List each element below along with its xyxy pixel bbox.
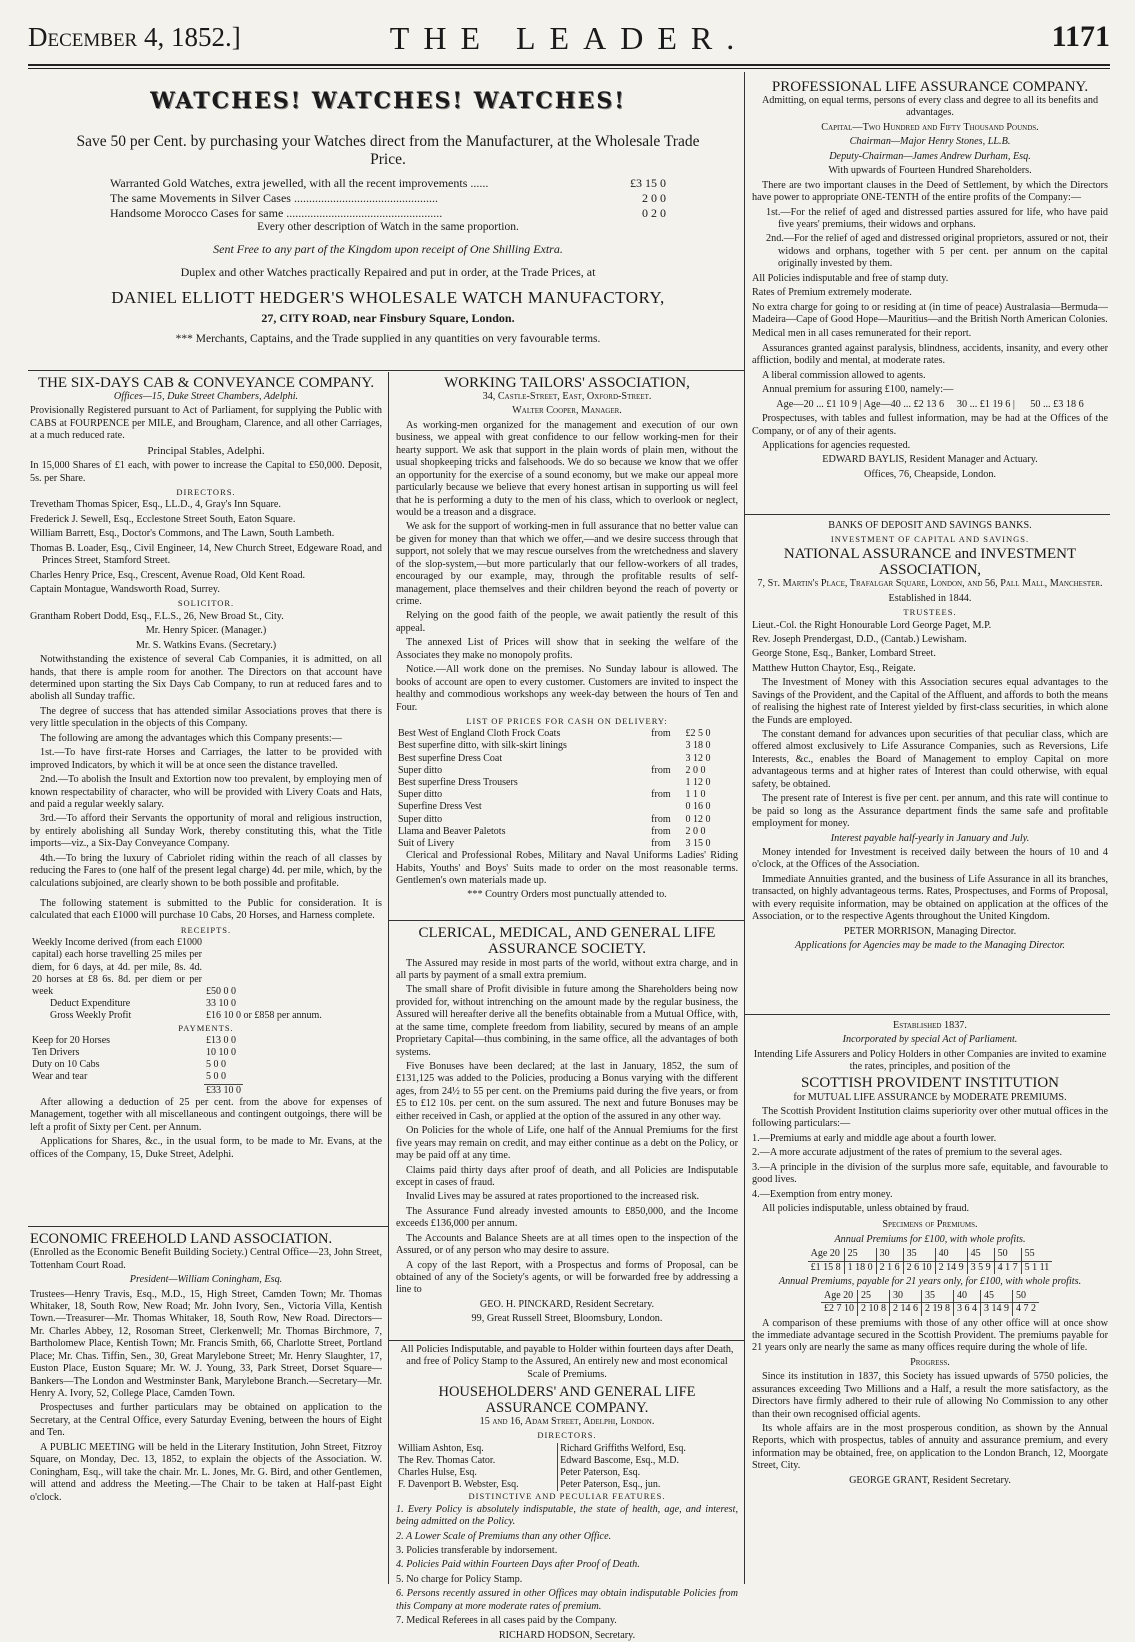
watches-every-other: Every other description of Watch in the same proportion.	[257, 221, 519, 234]
clerical-title: CLERICAL, MEDICAL, AND GENERAL LIFE ASSURANCE SOCIETY.	[418, 925, 716, 957]
watches-headline: WATCHES! WATCHES! WATCHES!	[150, 88, 626, 114]
cab-point: 2nd.—To abolish the Insult and Extortion now too prevalent, by employing men of known respectability of character, who will be provided with Livery Coats and Hats, and paid a regular weekly salary.	[30, 774, 382, 810]
scottish-paragraph: Its whole affairs are in the most prosperous condition, as shown by the Annual Reports, which with prospectus, tables of annuity and assurance premium, and every information may be obtained, free, on application to the London Branch, 12, Moorgate Street, City.	[752, 1423, 1108, 1472]
cab-stables: Principal Stables, Adelphi.	[147, 444, 265, 457]
clerical-paragraph: A copy of the last Report, with a Prospectus and forms of Proposal, can be obtained of any of the Society's agents, or will be forwarded free by addressing a line to	[396, 1259, 738, 1296]
householders-feature: 6. Persons recently assured in other Offices may obtain indisputable Policies from this Company at more moderate rates of premium.	[396, 1588, 738, 1612]
watches-price-row: Warranted Gold Watches, extra jewelled, with all the recent improvements ...... £3 15 0	[110, 176, 666, 191]
watches-price-list	[108, 176, 668, 220]
householders-top-note: All Policies Indisputable, and payable to Holder within fourteen days after Death, and free of Policy Stamp to the Assured, An entirely new and most economical Scale of Premiums.	[400, 1344, 734, 1380]
cab-point: 1st.—To have first-rate Horses and Carriages, the latter to be provided with improved Indicators, by which it will be at once seen the distance travelled.	[30, 747, 382, 771]
clerical-medical-advert	[396, 926, 738, 1336]
cab-point: 4th.—To bring the luxury of Cabriolet riding within the reach of all classes by reducing the Fares to (one half of the present legal charge) 4d. per mile, which, by the calculations subjoined, are clearly shown to be both possible and profitable.	[30, 852, 382, 889]
freehold-land-advert	[30, 1232, 382, 1584]
householders-feature: 3. Policies transferable by indorsement.	[396, 1544, 558, 1556]
national-signature: PETER MORRISON, Managing Director.	[843, 925, 1017, 937]
cab-payments-heading: PAYMENTS.	[178, 1022, 234, 1033]
national-paragraph: The Investment of Money with this Association secures equal advantages to the Savings of the Provident, and the Capital of the Affluent, and affords to both the means of realising the highest rate of Interest yielded by first-class securities, in which alone the Funds are employed.	[752, 677, 1108, 726]
clerical-paragraph: On Policies for the whole of Life, one half of the Annual Premiums for the first five years may remain on credit, and may either continue as a debt on the Policy, or may be paid off at any time.	[396, 1125, 738, 1162]
clerical-paragraph: Invalid Lives may be assured at rates proportioned to the increased risk.	[406, 1191, 700, 1203]
scottish-point: 1.—Premiums at early and middle age about a fourth lower.	[752, 1132, 997, 1144]
cab-directors-heading: DIRECTORS.	[176, 487, 236, 498]
householders-feature: 5. No charge for Policy Stamp.	[396, 1573, 523, 1585]
national-applications: Applications for Agencies may be made to the Managing Director.	[795, 940, 1065, 952]
scottish-provident-advert	[752, 1020, 1108, 1584]
cab-director: Trevetham Thomas Spicer, Esq., LL.D., 4, Gray's Inn Square.	[30, 499, 281, 511]
national-paragraph: Immediate Annuities granted, and the business of Life Assurance in all its branches, transacted, on highly advantageous terms. Rates, Prospectuses, and Forms of Proposal, with every requisite information, may be obtained on application at the offices of the Association, or to the respective Agents throughout the United Kingdom.	[752, 873, 1108, 923]
divider	[744, 514, 1110, 515]
national-paragraph: The present rate of Interest is five per cent. per annum, and this rate will continue to be paid so long as the Assurance department finds the same safe and profitable employment for money.	[752, 793, 1108, 830]
watches-subheading: Save 50 per Cent. by purchasing your Watches direct from the Manufacturer, at the Wholesale Trade Price.	[76, 132, 700, 168]
householders-directors: William Ashton, Esq. Richard Griffiths Welford, Esq. The Rev. Thomas Cator. Edward Bascome, Esq., M.D. Charles Hulse, Esq. Peter Paterson, Esq. F. Davenport B. Webster, Esq. Peter Paterson, Esq., jun.	[396, 1443, 726, 1492]
freehold-officers: Trustees—Henry Travis, Esq., M.D., 15, High Street, Camden Town; Mr. Thomas Whitaker, 18, South Row, New Road; Mr. John Ivory, Sen., Victoria Villa, Kentish Town.—Treasurer—Mr. Thomas Whitaker, 18, South Row, New Road. Directors—Mr. Charles Abbey, 12, Rosoman Street, Clerkenwell; Mr. Thomas Birchmore, 7, Bartholomew Place, Kentish Town; Mr. Francis Smith, 66, Charlotte Street, Portland Place; Mr. Chas. Tiffin, Sen., 30, Great Marylebone Street; Mr. Henry Slaughter, 17, Euston Place, Euston Square; Mr. W. J. Young, 33, Park Street, Dorset Square—Bankers—The London and Westminster Bank, Marylebone Branch.—Secretary—Mr. Henry A. Ivory, 52, College Place, Camden Town.	[30, 1288, 382, 1400]
tailors-address: 34, Castle-Street, East, Oxford-Street.	[482, 391, 652, 402]
national-paragraph: Money intended for Investment is received daily between the hours of 10 and 4 o'clock, at the Offices of the Association.	[752, 846, 1108, 871]
cab-solicitor-heading: SOLICITOR.	[177, 598, 235, 609]
householders-address: 15 and 16, Adam Street, Adelphi, London.	[479, 1415, 655, 1427]
scottish-annual-21: Annual Premiums, payable for 21 years only, for £100, with whole profits.	[778, 1275, 1082, 1287]
national-title: NATIONAL ASSURANCE and INVESTMENT ASSOCIATION,	[783, 545, 1077, 578]
professional-title: PROFESSIONAL LIFE ASSURANCE COMPANY.	[771, 79, 1089, 95]
cab-secretary: Mr. S. Watkins Evans. (Secretary.)	[135, 639, 277, 651]
divider	[744, 1014, 1110, 1015]
payment-row: Wear and tear 5 0 0	[32, 1071, 226, 1083]
clerical-paragraph: Five Bonuses have been declared; at the last in January, 1852, the sum of £131,125 was added to the Policies, producing a Bonus varying with the different ages, from 24½ to 55 per cent. on the Premiums paid during the five years, or from £5 to £12 10s. per cent. on the sum assured. The next and future Bonuses may be either received in Cash, or applied at the option of the assured in any other way.	[396, 1061, 738, 1122]
scottish-annual-profits: Annual Premiums for £100, with whole profits.	[834, 1233, 1026, 1245]
scottish-incorporated: Incorporated by special Act of Parliament.	[842, 1034, 1018, 1046]
cab-shares: In 15,000 Shares of £1 each, with power to increase the Capital to £50,000. Deposit, 5s. per Share.	[30, 460, 382, 484]
professional-signature: EDWARD BAYLIS, Resident Manager and Actuary.	[822, 454, 1038, 466]
professional-clause: 2nd.—For the relief of aged and distressed original proprietors, assured or not, their widows and orphans, together with 5 per cent. per annum on the capital originally invested by them.	[766, 233, 1108, 270]
professional-chairman: Chairman—Major Henry Stones, LL.B.	[849, 136, 1011, 148]
cab-director: Captain Montague, Wandsworth Road, Surrey.	[30, 584, 220, 596]
cab-paragraph: After allowing a deduction of 25 per cent. from the above for expenses of Management, together with all miscellaneous and contingent outgoings, there will be left a profit of Sixty per Cent. per Annum.	[30, 1096, 382, 1133]
cab-payments-table	[30, 1035, 243, 1097]
cab-paragraph: The degree of success that has attended similar Associations proves that there is very little speculation in the objects of this Company.	[30, 705, 382, 730]
national-trustees-heading: TRUSTEES.	[903, 607, 957, 618]
clerical-paragraph: The Assured may reside in most parts of the world, without extra charge, and in all parts by payment of a small extra premium.	[396, 957, 738, 981]
premium-table-whole-life: Age 20 25 30 35 40 45 50 55 £1 15 8 1 18 0 2 1 6 2 6 10 2 14 9 3 5 9 4 1 7 5 1 11	[808, 1248, 1053, 1273]
national-trustee: Rev. Joseph Prendergast, D.D., (Cantab.) Lewisham.	[752, 633, 967, 645]
scottish-paragraph: A comparison of these premiums with those of any other office will at once show the immediate advantage secured in the Scottish Provident. The premiums payable for 21 years only are nearly the same as many offices require during the whole of life.	[752, 1317, 1108, 1354]
masthead-rule	[28, 64, 1110, 69]
national-established: Established in 1844.	[888, 592, 972, 604]
cab-company-advert	[30, 375, 382, 1160]
clerical-paragraph: Claims paid thirty days after proof of death, and all Policies are Indisputable except in cases of fraud.	[396, 1164, 738, 1188]
cab-title: THE SIX-DAYS CAB & CONVEYANCE COMPANY.	[37, 375, 375, 391]
watches-price-row: Handsome Morocco Cases for same .................................................... 0 2 0	[110, 205, 666, 220]
professional-deputy: Deputy-Chairman—James Andrew Durham, Esq.	[829, 150, 1031, 162]
professional-line: A liberal commission allowed to agents.	[762, 369, 926, 381]
page-number: 1171	[1051, 20, 1110, 53]
scottish-intending: Intending Life Assurers and Policy Holders in other Companies are invited to examine the rates, principles, and position of the	[753, 1048, 1107, 1073]
clerical-signature: GEO. H. PINCKARD, Resident Secretary.	[479, 1298, 655, 1310]
householders-title: HOUSEHOLDERS' AND GENERAL LIFE ASSURANCE COMPANY.	[438, 1384, 696, 1416]
householders-feature: 2. A Lower Scale of Premiums than any other Office.	[396, 1530, 612, 1542]
cab-point: 3rd.—To afford their Servants the opportunity of moral and religious instruction, by entirely abolishing all Sunday Work, thereby constituting this, what the Title imports—viz., a Six-Day Conveyance Company.	[30, 813, 382, 850]
householders-feature: 4. Policies Paid within Fourteen Days after Proof of Death.	[396, 1559, 640, 1571]
watches-address: 27, CITY ROAD, near Finsbury Square, London.	[261, 311, 515, 326]
freehold-subtitle: (Enrolled as the Economic Benefit Building Society.) Central Office—23, John Street, Tottenham Court Road.	[30, 1247, 382, 1271]
professional-annual: Annual premium for assuring £100, namely:—	[762, 384, 954, 396]
cab-receipts-table: Weekly Income derived (from each £1000 capital) each horse travelling 25 miles per diem, for 6 days, at 4d. per mile, 8s. 4d. 20 horses at £8 6s. 8d. per diem or per week £50 0 0 Deduct Expenditure 33 10 0 Gross Weekly Profit £16 10 0 or £858 per annum.	[32, 937, 322, 1022]
tailors-manager: Walter Cooper, Manager.	[512, 405, 622, 417]
scottish-point: 3.—A principle in the division of the surplus more safe, equitable, and favourable to good lives.	[752, 1161, 1108, 1186]
professional-line: All Policies indisputable and free of stamp duty.	[752, 272, 949, 284]
tailors-list-heading: LIST OF PRICES FOR CASH ON DELIVERY:	[466, 715, 668, 726]
cab-paragraph: The following are among the advantages which this Company presents:—	[40, 732, 342, 744]
freehold-president: President—William Coningham, Esq.	[129, 1274, 283, 1286]
scottish-progress: Progress.	[910, 1356, 950, 1368]
freehold-paragraph: Prospectuses and further particulars may be obtained on application to the Secretary, at the Central Office, every Saturday Evening, between the hours of Eight and Ten.	[30, 1402, 382, 1439]
professional-line: Rates of Premium extremely moderate.	[752, 287, 912, 299]
cab-paragraph: Applications for Shares, &c., in the usual form, to be made to Mr. Evans, at the offices of the Company, 15, Duke Street, Adelphi.	[30, 1136, 382, 1160]
cab-offices: Offices—15, Duke Street Chambers, Adelphi.	[113, 391, 299, 402]
cab-director: William Barrett, Esq., Doctor's Commons, and The Lawn, South Lambeth.	[30, 528, 335, 540]
column-divider-right	[744, 72, 745, 1584]
professional-line: No extra charge for going to or residing at (in time of peace) Australasia—Bermuda—Madeira—Cape of Good Hope—Mauritius—and the British North American Colonies.	[752, 301, 1108, 325]
national-trustee: Matthew Hutton Chaytor, Esq., Reigate.	[752, 662, 916, 674]
national-interest: Interest payable half-yearly in January and July.	[830, 832, 1030, 844]
scottish-paragraph: The Scottish Provident Institution claims superiority over other mutual offices in the following particulars:—	[752, 1105, 1108, 1130]
masthead	[28, 18, 1110, 58]
scottish-established: Established 1837.	[893, 1020, 967, 1031]
professional-address: Offices, 76, Cheapside, London.	[864, 468, 996, 480]
cab-director: Frederick J. Sewell, Esq., Ecclestone Street South, Eaton Square.	[30, 513, 296, 525]
cab-solicitor: Grantham Robert Dodd, Esq., F.L.S., 26, New Broad St., City.	[30, 610, 284, 622]
price-row: Best superfine ditto, with silk-skirt linings 3 18 0	[398, 740, 711, 752]
national-banks: BANKS OF DEPOSIT AND SAVINGS BANKS.	[828, 520, 1032, 531]
householders-signature: RICHARD HODSON, Secretary.	[498, 1629, 636, 1641]
national-paragraph: The constant demand for advances upon securities of that peculiar class, which are offered almost exclusively to Life Assurance Companies, such as Reversions, Life Interests, &c., enables the Board of Management to employ Capital on more advantageous terms and at higher rates of Interest than could otherwise, with equal safety, be obtained.	[752, 729, 1108, 790]
cab-manager: Mr. Henry Spicer. (Manager.)	[145, 625, 267, 637]
cab-paragraph: Notwithstanding the existence of several Cab Companies, it is admitted, on all hands, that there is ample room for another. The Directors on that account have determined upon starting the Six Days Cab Company, to run at reduced fares and to abolish all Sunday traffic.	[30, 654, 382, 703]
professional-paragraph: Prospectuses, with tables and fullest information, may be had at the Offices of the Company, or of any of their agents.	[752, 413, 1108, 437]
national-assurance-advert	[752, 520, 1108, 1010]
price-row: Super ditto from 0 12 0	[398, 813, 711, 825]
freehold-paragraph: A PUBLIC MEETING will be held in the Literary Institution, John Street, Fitzroy Square, on Monday, Dec. 13, 1852, to explain the objects of the Association. W. Coningham, Esq., will take the chair. Mr. L. Jones, Mr. G. Bird, and other Gentlemen, will attend and address the Meeting.—The Chair to be taken at Half-past Eight o'clock.	[30, 1441, 382, 1503]
scottish-paragraph: Since its institution in 1837, this Society has issued upwards of 5750 policies, the assurances exceeding Two Millions and a Half, a result the more satisfactory, as the Directors have firmly adhered to their rule of allowing No Commission to any other than their own recognised official agents.	[752, 1371, 1108, 1420]
clerical-paragraph: The Assurance Fund already invested amounts to £850,000, and the Income exceeds £136,000 per annum.	[396, 1205, 738, 1230]
watches-merchants: *** Merchants, Captains, and the Trade supplied in any quantities on very favourable terms.	[175, 332, 601, 345]
householders-features-heading: DISTINCTIVE AND PECULIAR FEATURES.	[468, 1491, 666, 1502]
watches-firm-name: DANIEL ELLIOTT HEDGER'S WHOLESALE WATCH MANUFACTORY,	[111, 287, 665, 307]
householders-feature: 1. Every Policy is absolutely indisputable, the state of health, age, and interest, being admitted on the Policy.	[396, 1503, 738, 1528]
divider	[388, 1340, 744, 1341]
clerical-paragraph: The Accounts and Balance Sheets are at all times open to the inspection of the Assured, or of any person who may desire to assure.	[396, 1232, 738, 1257]
divider	[388, 920, 744, 921]
scottish-indisputable: All policies indisputable, unless obtained by fraud.	[762, 1203, 970, 1214]
scottish-signature: GEORGE GRANT, Resident Secretary.	[849, 1474, 1011, 1486]
price-row: Best superfine Dress Trousers 1 12 0	[398, 777, 711, 789]
tailors-country-orders: *** Country Orders most punctually attended to.	[467, 889, 667, 901]
watches-advert	[40, 80, 736, 365]
divider	[28, 1226, 388, 1227]
price-row: Suit of Livery from 3 15 0	[398, 837, 711, 849]
premium-table-21-years: Age 20 25 30 35 40 45 50 £2 7 10 2 10 8 2 14 6 2 19 8 3 6 4 3 14 9 4 7 2	[821, 1290, 1039, 1315]
professional-upwards: With upwards of Fourteen Hundred Shareholders.	[828, 165, 1032, 177]
masthead-date: December 4, 1852.]	[28, 22, 241, 52]
divider	[28, 370, 744, 371]
clerical-paragraph: The small share of Profit divisible in future among the Shareholders being now provided for, without intrenching on the amount made by the regular business, the Assured will hereafter derive all the benefits obtainable from a Mutual Office, with, at the same time, complete freedom from liability, secured by means of an ample Proprietary Capital—thus combining, in the same office, all the advantages of both systems.	[396, 984, 738, 1058]
price-row: Super ditto from 1 1 0	[398, 789, 706, 801]
householders-directors-heading: DIRECTORS.	[537, 1430, 597, 1441]
tailors-paragraph: Relying on the good faith of the people, we await patiently the result of this appeal.	[396, 610, 738, 634]
cab-director: Charles Henry Price, Esq., Crescent, Avenue Road, Old Kent Road.	[30, 569, 306, 581]
price-row: Best West of England Cloth Frock Coats from £2 5 0	[398, 728, 711, 740]
professional-paragraph: There are two important clauses in the Deed of Settlement, by which the Directors have power to appropriate ONE-TENTH of the entire profits of the Company:—	[752, 179, 1108, 204]
professional-line: Medical men in all cases remunerated for their report.	[752, 328, 972, 340]
professional-life-advert	[752, 80, 1108, 510]
professional-paragraph: Applications for agencies requested.	[762, 439, 911, 451]
national-trustee: Lieut.-Col. the Right Honourable Lord George Paget, M.P.	[752, 619, 992, 631]
scottish-specimens: Specimens of Premiums.	[882, 1219, 978, 1231]
cab-intro: Provisionally Registered pursuant to Act of Parliament, for supplying the Public with CABS at FOURPENCE per MILE, and Brougham, Clarence, and all other Carriages, at a much reduced rate.	[30, 405, 382, 442]
tailors-title: WORKING TAILORS' ASSOCIATION,	[444, 375, 690, 391]
tailors-notice: Notice.—All work done on the premises. No Sunday labour is allowed. The books of account are open to every customer. Customers are invited to inspect the healthy and commodious workshops any week-day between the hours of Ten and Four.	[396, 664, 738, 713]
tailors-paragraph: We ask for the support of working-men in full assurance that no better value can be given for money than that which we offer,—and we desire success through that support, not solely that we may rescue ourselves from the wretchedness and slavery of the slop-system,—but more particularly that our fellow-workers of all trades, encouraged by our example, may, through the profitable results of self-management, place themselves and their children beyond the reach of poverty or crime.	[396, 521, 738, 607]
cab-paragraph: The following statement is submitted to the Public for consideration. It is calculated that each £1000 will purchase 10 Cabs, 20 Horses, and Harness complete.	[30, 898, 382, 922]
watches-price-row: The same Movements in Silver Cases ................................................ 2 0 0	[110, 191, 666, 206]
payment-row: Keep for 20 Horses £13 0 0	[32, 1034, 236, 1046]
tailors-price-list	[396, 728, 726, 850]
professional-clause: 1st.—For the relief of aged and distressed parties assured for life, who have paid five years' premiums, their widows and orphans.	[766, 206, 1108, 230]
tailors-robes: Clerical and Professional Robes, Military and Naval Uniforms Ladies' Riding Habits, Youths' and Boys' Suits made to order on the most reasonable terms. Gentlemen's own materials made up.	[396, 850, 738, 887]
payment-row: Ten Drivers 10 10 0	[32, 1047, 236, 1059]
professional-ages: Age—20 ... £1 10 9 | Age—40 ... £2 13 6 30 ... £1 19 6 | 50 ... £3 18 6	[776, 398, 1084, 410]
professional-intro: Admitting, on equal terms, persons of every class and degree to all its benefits and advantages.	[761, 95, 1099, 119]
householders-feature: 7. Medical Referees in all cases paid by the Company.	[396, 1615, 617, 1627]
national-address: 7, St. Martin's Place, Trafalgar Square, London, and 56, Pall Mall, Manchester.	[757, 578, 1103, 590]
column-divider-left	[388, 372, 389, 1584]
householders-advert	[396, 1344, 738, 1641]
freehold-title: ECONOMIC FREEHOLD LAND ASSOCIATION.	[30, 1231, 333, 1247]
price-row: Super ditto from 2 0 0	[398, 764, 706, 776]
watches-sent-free: Sent Free to any part of the Kingdom upon receipt of One Shilling Extra.	[213, 242, 563, 257]
cab-receipts-heading: RECEIPTS.	[180, 924, 232, 935]
scottish-point: 4.—Exemption from entry money.	[752, 1188, 893, 1200]
masthead-title: THE LEADER.	[389, 20, 749, 56]
scottish-title: SCOTTISH PROVIDENT INSTITUTION	[800, 1074, 1060, 1091]
national-invest: INVESTMENT OF CAPITAL AND SAVINGS.	[830, 534, 1030, 545]
scottish-subtitle: for MUTUAL LIFE ASSURANCE by MODERATE PREMIUMS.	[793, 1091, 1067, 1103]
price-row: Llama and Beaver Paletots from 2 0 0	[398, 825, 706, 837]
price-row: Best superfine Dress Coat 3 12 0	[398, 752, 711, 764]
tailors-paragraph: As working-men organized for the management and execution of our own business, we appeal with great confidence to our fellow working-men for their hearty support. We ask that support in the plain words of plain men, without the usual shopkeeping tricks and falsehoods. We do so because we know that we offer an opportunity for the exercise of a sound economy, but we make our appeal more particularly because we believe that every honest artisan in supporting us will feel that he is performing a duty to the men of his class, which to overlook or neglect, would be a treason and a disgrace.	[396, 419, 738, 518]
national-trustee: George Stone, Esq., Banker, Lombard Street.	[752, 648, 936, 660]
clerical-address: 99, Great Russell Street, Bloomsbury, London.	[471, 1313, 663, 1325]
tailors-paragraph: The annexed List of Prices will show that in seeking the welfare of the Associates they make no monopoly profits.	[396, 637, 738, 661]
price-row: Superfine Dress Vest 0 16 0	[398, 801, 711, 813]
watches-duplex: Duplex and other Watches practically Repaired and put in order, at the Trade Prices, at	[180, 264, 596, 279]
professional-line: Assurances granted against paralysis, blindness, accidents, insanity, and every other affliction, bodily and mental, at moderate rates.	[752, 342, 1108, 367]
payment-total: £33 10 0	[206, 1084, 241, 1096]
payment-row: Duty on 10 Cabs 5 0 0	[32, 1059, 226, 1071]
cab-director: Thomas B. Loader, Esq., Civil Engineer, 14, New Church Street, Edgeware Road, and Princes Street, Stamford Street.	[30, 542, 382, 567]
working-tailors-advert	[396, 376, 738, 916]
professional-capital: Capital—Two Hundred and Fifty Thousand Pounds.	[821, 121, 1039, 133]
scottish-point: 2.—A more accurate adjustment of the rates of premium to the several ages.	[752, 1147, 1063, 1159]
